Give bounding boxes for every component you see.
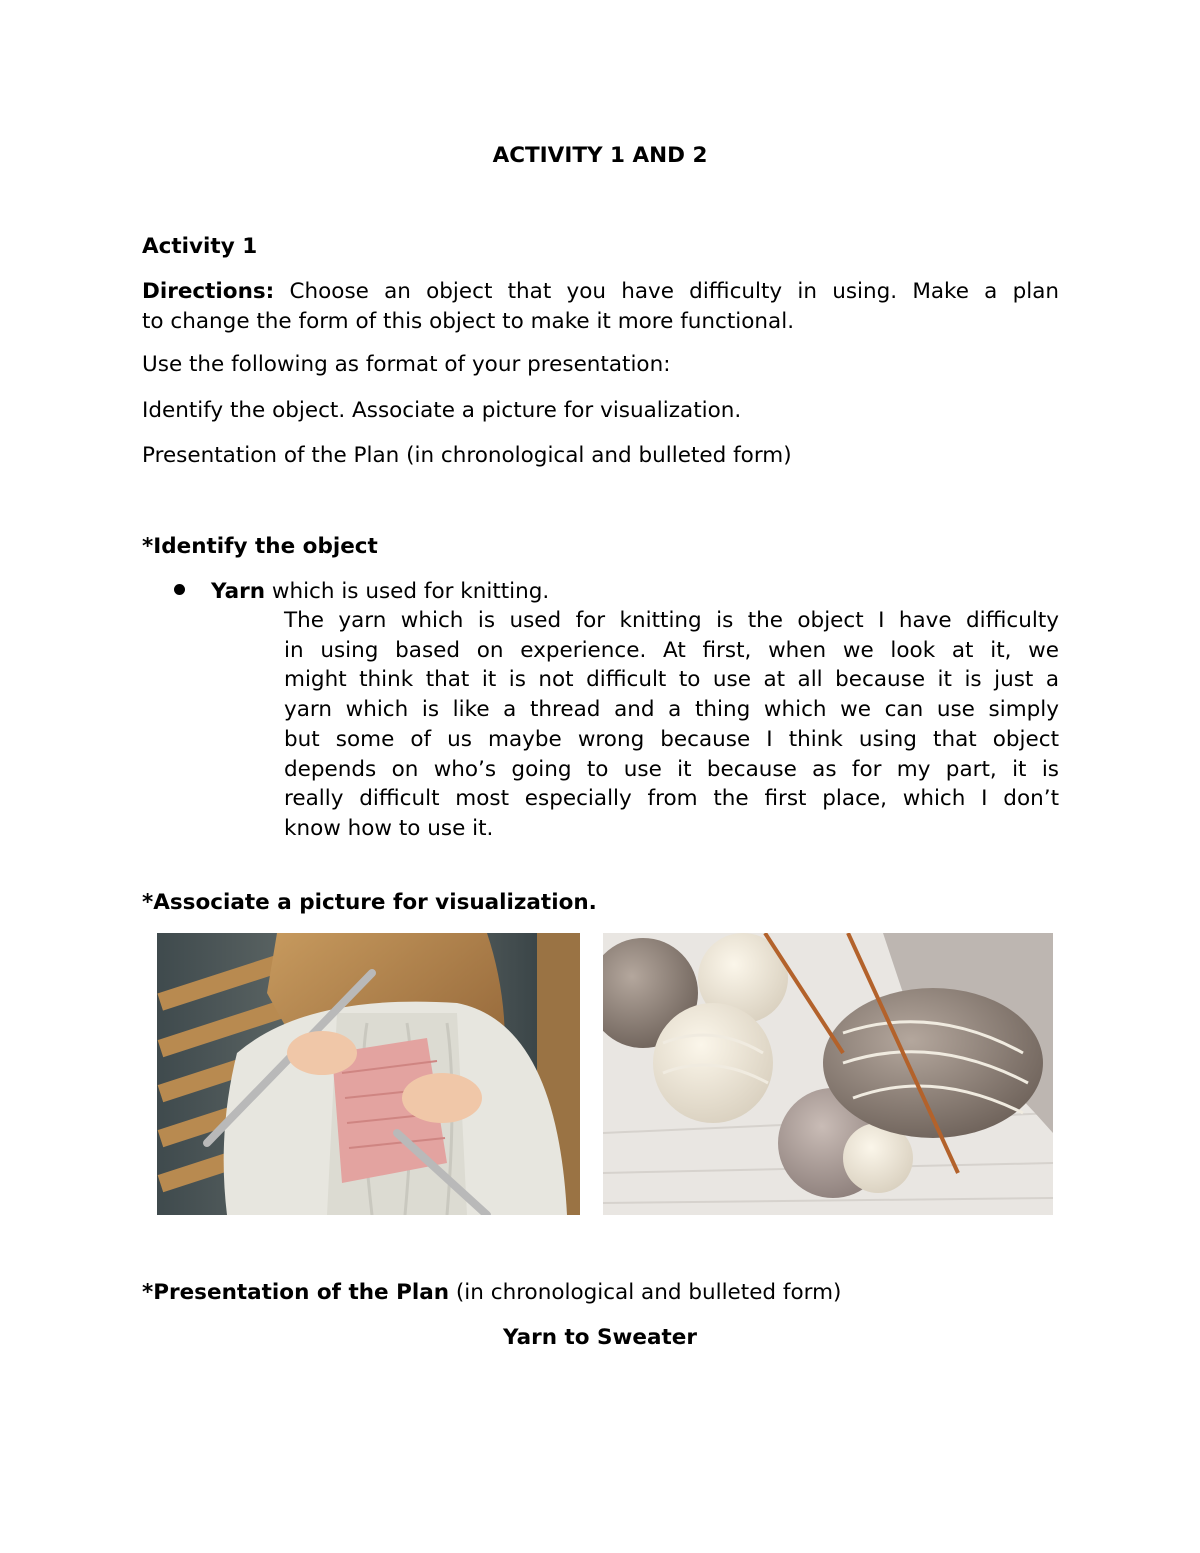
paragraph-line: know how to use it. xyxy=(284,815,494,841)
activity-heading: Activity 1 xyxy=(142,234,258,259)
paragraph-line: really difficult most especially from the first place, which I don’t xyxy=(284,786,1059,812)
directions-text-1: Choose an object that you have difficulty in using. Make a plan xyxy=(289,279,1060,304)
paragraph-line: might think that it is not difficult to use at all because it is just a xyxy=(284,667,1059,693)
knitting-hands-illustration xyxy=(157,933,580,1215)
paragraph-line: The yarn which is used for knitting is the object I have difficulty xyxy=(284,608,1059,633)
directions-line-1 xyxy=(142,277,1059,307)
paragraph-line: in using based on experience. At first, when we look at it, we xyxy=(284,637,1059,663)
plan-heading xyxy=(142,1278,841,1308)
yarn-balls-illustration xyxy=(603,933,1053,1215)
directions-line-2: to change the form of this object to make it more functional. xyxy=(142,308,795,334)
directions-label: Directions: xyxy=(142,279,275,304)
plan-heading-rest: (in chronological and bulleted form) xyxy=(455,1280,842,1305)
format-item-2: Presentation of the Plan (in chronological and bulleted form) xyxy=(142,443,792,468)
plan-heading-bold: *Presentation of the Plan xyxy=(142,1280,450,1305)
bullet-bold: Yarn xyxy=(211,579,266,604)
bullet-item-yarn xyxy=(211,577,549,607)
yarn-paragraph xyxy=(284,606,1059,844)
paragraph-line: depends on who’s going to use it because as for my part, it is xyxy=(284,756,1059,782)
format-item-1: Identify the object. Associate a picture for visualization. xyxy=(142,398,742,423)
plan-subtitle: Yarn to Sweater xyxy=(503,1325,697,1350)
yarn-balls-photo xyxy=(603,933,1053,1215)
bullet-text: which is used for knitting. xyxy=(271,579,550,604)
associate-heading: *Associate a picture for visualization. xyxy=(142,890,597,915)
page-title: ACTIVITY 1 AND 2 xyxy=(492,143,708,168)
paragraph-line: but some of us maybe wrong because I think using that object xyxy=(284,726,1059,752)
format-intro: Use the following as format of your presentation: xyxy=(142,352,671,377)
directions-paragraph xyxy=(142,277,1059,336)
knitting-hands-photo xyxy=(157,933,580,1215)
paragraph-line: yarn which is like a thread and a thing which we can use simply xyxy=(284,697,1059,723)
bullet-icon xyxy=(174,584,185,595)
identify-heading: *Identify the object xyxy=(142,534,378,559)
